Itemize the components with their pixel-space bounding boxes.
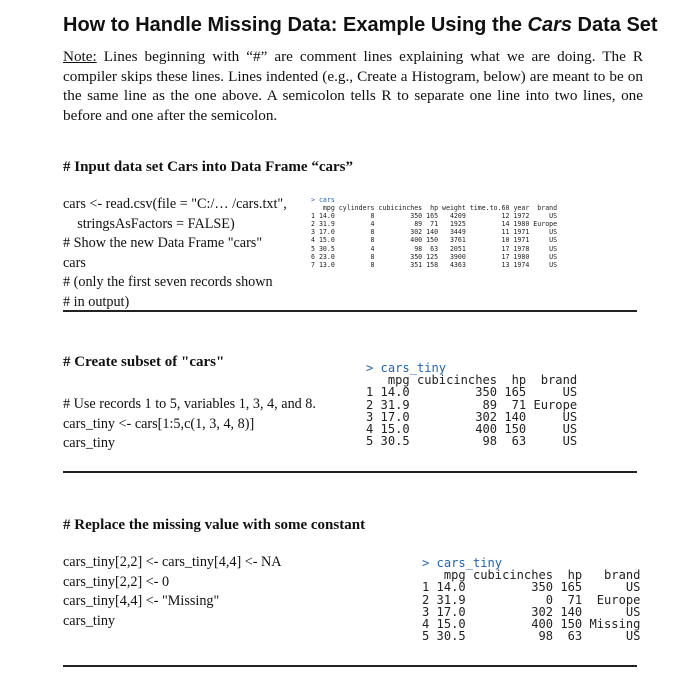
console-prompt: > cars bbox=[311, 196, 335, 204]
title-italic-text: Cars bbox=[527, 14, 572, 36]
console-output-cars bbox=[311, 196, 557, 269]
code-block-input: cars <- read.csv(file = "C:/… /cars.txt", stringsAsFactors = FALSE) # Show the new Data Frame "cars" cars # (only the first seven records shown # in output) bbox=[63, 196, 287, 310]
section-header-replace: # Replace the missing value with some constant bbox=[63, 517, 366, 533]
note-label: Note: bbox=[63, 48, 97, 65]
section-divider bbox=[63, 471, 637, 473]
section-divider bbox=[63, 310, 637, 312]
console-output-cars-tiny-replaced bbox=[422, 557, 640, 642]
console-output-text: mpg cubicinches hp brand 1 14.0 350 165 US 2 31.9 89 71 Europe 3 17.0 302 140 US 4 15.0 400 150 US 5 30.5 98 63 US bbox=[366, 373, 578, 449]
console-prompt: > cars_tiny bbox=[366, 361, 447, 375]
section-header-subset: # Create subset of "cars" bbox=[63, 354, 225, 370]
page-title bbox=[63, 14, 658, 37]
section-divider bbox=[63, 665, 637, 667]
console-output-text: mpg cubicinches hp brand 1 14.0 350 165 US 2 31.9 0 71 Europe 3 17.0 302 140 US 4 15.0 400 150 Missing 5 30.5 98 63 US bbox=[422, 568, 641, 644]
code-block-replace: cars_tiny[2,2] <- cars_tiny[4,4] <- NA cars_tiny[2,2] <- 0 cars_tiny[4,4] <- "Missing" cars_tiny bbox=[63, 554, 282, 629]
code-block-subset: # Use records 1 to 5, variables 1, 3, 4, and 8. cars_tiny <- cars[1:5,c(1, 3, 4, 8)] cars_tiny bbox=[63, 396, 316, 452]
console-output-text: mpg cylinders cubicinches hp weight time.to.60 year brand 1 14.0 8 350 165 4209 12 1972 US 2 31.9 4 89 71 1925 14 1980 Europe 3 17.0 8 302 140 3449 11 1971 US 4 15.0 8 400 150 3761 10 1971 US 5 30.5 4 98 63 2051 17 1978 US 6 23.0 8 350 125 3900 17 1980 US 7 13.0 8 351 158 4363 13 1974 US bbox=[311, 204, 558, 269]
console-output-cars-tiny bbox=[366, 362, 577, 447]
section-header-input: # Input data set Cars into Data Frame “cars” bbox=[63, 159, 353, 175]
title-text: How to Handle Missing Data: Example Using the bbox=[63, 14, 528, 36]
title-suffix-text: Data Set bbox=[572, 14, 658, 36]
note-text: Lines beginning with “#” are comment lines explaining what we are doing. The R compiler skips these lines. Lines indented (e.g., Create a Histogram, below) are meant to be on the same line as the one above. A semicolon tells R to separate one line into two lines, one before and one after the semicolon. bbox=[63, 48, 643, 124]
console-prompt: > cars_tiny bbox=[422, 556, 503, 570]
note-paragraph bbox=[63, 47, 643, 125]
